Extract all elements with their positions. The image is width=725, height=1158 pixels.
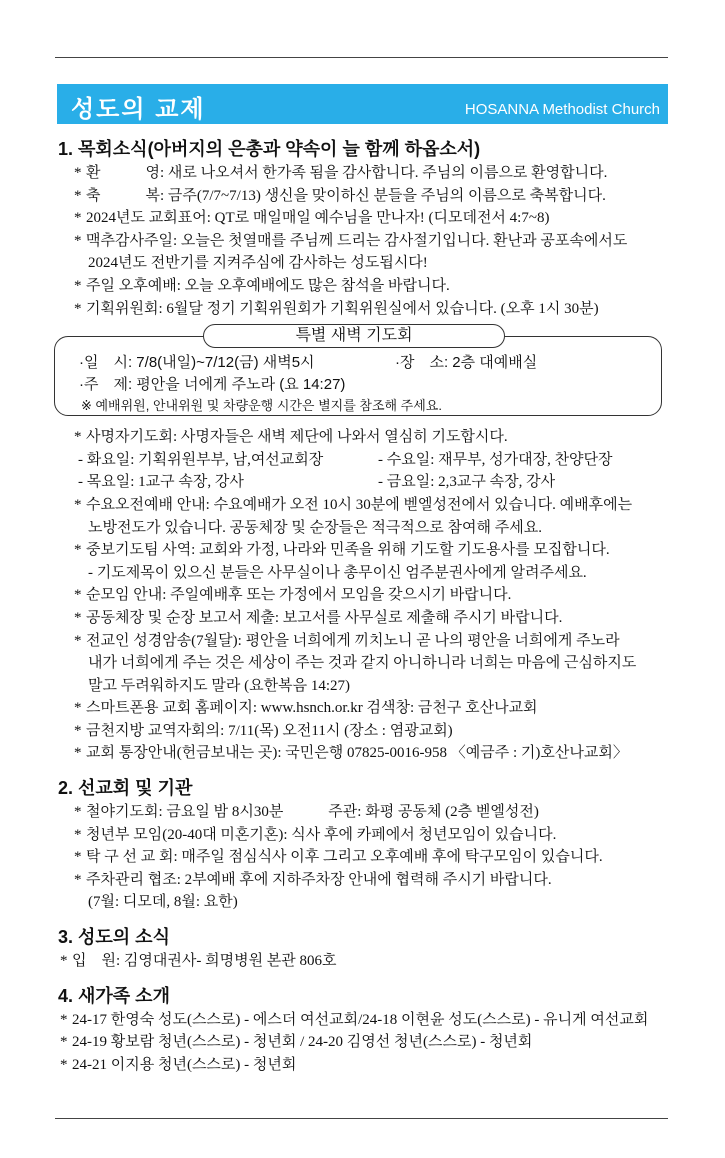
list-item: * 순모임 안내: 주일예배후 또는 가정에서 모임을 갖으시기 바랍니다. (74, 587, 512, 604)
list-item: * 축 복: 금주(7/7~7/13) 생신을 맞이하신 분들을 주님의 이름으로 축복합니다. (74, 187, 606, 204)
list-item-continued: 말고 두려워하지도 말라 (요한복음 14:27) (88, 677, 351, 694)
section-2-title: 2. 선교회 및 기관 (58, 778, 193, 799)
prayer-theme: ·주 제: 평안을 너에게 주노라 (요 14:27) (79, 376, 346, 394)
list-item-continued: - 기도제목이 있으신 분들은 사무실이나 총무이신 엄주분권사에게 알려주세요. (88, 564, 587, 581)
section-3-title: 3. 성도의 소식 (58, 927, 170, 948)
prayer-note: ※ 예배위원, 안내위원 및 차량운행 시간은 별지를 참조해 주세요. (81, 398, 442, 414)
list-item: * 기획위원회: 6월달 정기 기획위원회가 기획위원실에서 있습니다. (오후 1시 30분) (74, 300, 599, 317)
list-item: * 24-17 한영숙 성도(스스로) - 에스더 여선교회/24-18 이현윤 성도(스스로) - 유니게 여선교회 (60, 1011, 649, 1028)
prayer-place: ·장 소: 2층 대예배실 (395, 354, 538, 372)
bulletin-content (58, 136, 678, 1076)
list-item: * 전교인 성경암송(7월달): 평안을 너희에게 끼치노니 곧 나의 평안을 너희에게 주노라 (74, 632, 620, 649)
list-item-continued: (7월: 디모데, 8월: 요한) (88, 894, 238, 911)
schedule-row: - 목요일: 1교구 속장, 강사 - 금요일: 2,3교구 속장, 강사 (78, 474, 556, 491)
section-4-title: 4. 새가족 소개 (58, 985, 170, 1006)
list-item: * 사명자기도회: 사명자들은 새벽 제단에 나와서 열심히 기도합시다. (74, 429, 508, 446)
bottom-rule (55, 1118, 668, 1119)
list-item: * 중보기도팀 사역: 교회와 가정, 나라와 민족을 위해 기도할 기도용사를 모집합니다. (74, 542, 610, 559)
list-item: * 주차관리 협조: 2부예배 후에 지하주차장 안내에 협력해 주시기 바랍니다. (74, 871, 552, 888)
list-item: * 주일 오후예배: 오늘 오후예배에도 많은 참석을 바랍니다. (74, 277, 450, 294)
list-item: * 환 영: 새로 나오셔서 한가족 됨을 감사합니다. 주님의 이름으로 환영합니다. (74, 165, 608, 181)
list-item-continued: 내가 너희에게 주는 것은 세상이 주는 것과 같지 아니하니라 너희는 마음에 근심하지도 (88, 655, 637, 672)
prayer-date: ·일 시: 7/8(내일)~7/12(금) 새벽5시 (79, 354, 315, 372)
list-item: * 철야기도회: 금요일 밤 8시30분 주관: 화평 공동체 (2층 벧엘성전) (74, 804, 539, 821)
list-item: * 스마트폰용 교회 홈페이지: www.hsnch.or.kr 검색창: 금천구 호산나교회 (74, 700, 538, 717)
list-item: * 금천지방 교역자회의: 7/11(목) 오전11시 (장소 : 염광교회) (74, 722, 453, 739)
schedule-row: - 화요일: 기획위원부부, 남,여선교회장 - 수요일: 재무부, 성가대장, 찬양단장 (78, 451, 613, 468)
list-item-continued: 2024년도 전반기를 지켜주심에 감사하는 성도됩시다! (88, 255, 428, 272)
church-name: HOSANNA Methodist Church (464, 101, 660, 118)
list-item-continued: 노방전도가 있습니다. 공동체장 및 순장들은 적극적으로 참여해 주세요. (88, 519, 542, 536)
list-item: * 수요오전예배 안내: 수요예배가 오전 10시 30분에 벧엘성전에서 있습니다. 예배후에는 (74, 496, 633, 513)
list-item: * 공동체장 및 순장 보고서 제출: 보고서를 사무실로 제출해 주시기 바랍니다. (74, 609, 563, 626)
top-rule (55, 57, 668, 58)
list-item: * 24-21 이지용 청년(스스로) - 청년회 (60, 1056, 297, 1073)
list-item: * 24-19 황보람 청년(스스로) - 청년회 / 24-20 김영선 청년(스스로) - 청년회 (60, 1034, 533, 1051)
prayer-meeting-box (54, 327, 662, 416)
section-header (57, 84, 668, 124)
prayer-meeting-title: 특별 새벽 기도회 (203, 324, 505, 348)
section-1-title: 1. 목회소식(아버지의 은총과 약속이 늘 함께 하옵소서) (58, 139, 481, 159)
list-item: * 탁 구 선 교 회: 매주일 점심식사 이후 그리고 오후예배 후에 탁구모임이 있습니다. (74, 849, 603, 866)
header-title: 성도의 교제 (71, 96, 206, 123)
list-item: * 교회 통장안내(헌금보내는 곳): 국민은행 07825-0016-958 〈예금주 : 기)호산나교회〉 (74, 745, 628, 762)
list-item: * 입 원: 김영대권사- 희명병원 본관 806호 (60, 953, 337, 970)
list-item: * 맥추감사주일: 오늘은 첫열매를 주님께 드리는 감사절기입니다. 환난과 공포속에서도 (74, 232, 628, 249)
list-item: * 청년부 모임(20-40대 미혼기혼): 식사 후에 카페에서 청년모임이 있습니다. (74, 826, 557, 843)
list-item: * 2024년도 교회표어: QT로 매일매일 예수님을 만나자! (디모데전서 4:7~8) (74, 210, 550, 227)
